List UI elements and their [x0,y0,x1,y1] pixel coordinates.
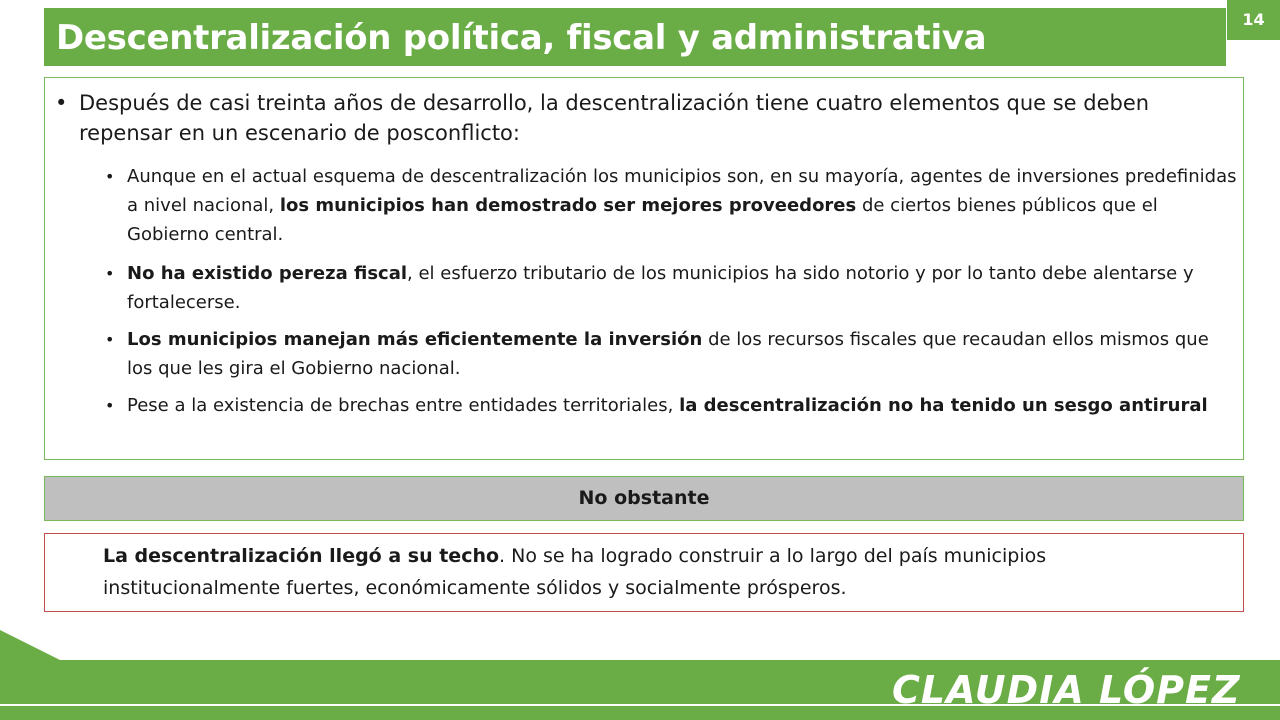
point-4-bold: la descentralización no ha tenido un sesgo antirural [679,395,1208,416]
intro-text: Después de casi treinta años de desarrollo, la descentralización tiene cuatro elementos que se deben repensar en un escenario de posconflicto: [79,91,1150,145]
page-number-badge: 14 [1227,0,1280,40]
sub-bullet-1 [105,162,1237,249]
point-1-post: de ciertos bienes públicos que el Gobierno central. [127,195,1158,245]
bullet-icon: • [105,264,115,283]
point-3-bold: Los municipios manejan más eficientemente la inversión [127,329,703,350]
sub-bullet-4 [105,391,1237,420]
sub-bullet-2 [105,259,1237,317]
point-2-bold: No ha existido pereza fiscal [127,263,408,284]
point-4-pre: Pese a la existencia de brechas entre entidades territoriales, [127,395,680,416]
footer-logo: CLAUDIA LÓPEZ [892,668,1241,712]
bullet-icon: • [55,91,68,115]
slide-title: Descentralización política, fiscal y administrativa [56,18,987,58]
sub-bullet-3 [105,325,1237,383]
point-3-post: de los recursos fiscales que recaudan ellos mismos que los que les gira el Gobierno nacional. [127,329,1209,379]
point-2-post: , el esfuerzo tributario de los municipios ha sido notorio y por lo tanto debe alentarse y fortalecerse. [127,263,1194,313]
point-1-bold: los municipios han demostrado ser mejores proveedores [279,195,857,216]
intro-bullet [55,88,1229,148]
conclusion-post: . No se ha logrado construir a lo largo del país municipios institucionalmente fuertes, económicamente sólidos y socialmente prósperos. [103,545,1047,599]
main-content-box [44,77,1244,460]
conclusion-box [44,533,1244,612]
conclusion-bold: La descentralización llegó a su techo [103,545,500,567]
bullet-icon: • [105,167,115,186]
bullet-icon: • [105,330,115,349]
conclusion-text [103,540,1223,604]
point-1-pre: Aunque en el actual esquema de descentralización los municipios son, en su mayoría, agentes de inversiones predefinidas a nivel nacional, [127,166,1237,216]
bullet-icon: • [105,396,115,415]
however-banner: No obstante [44,476,1244,521]
